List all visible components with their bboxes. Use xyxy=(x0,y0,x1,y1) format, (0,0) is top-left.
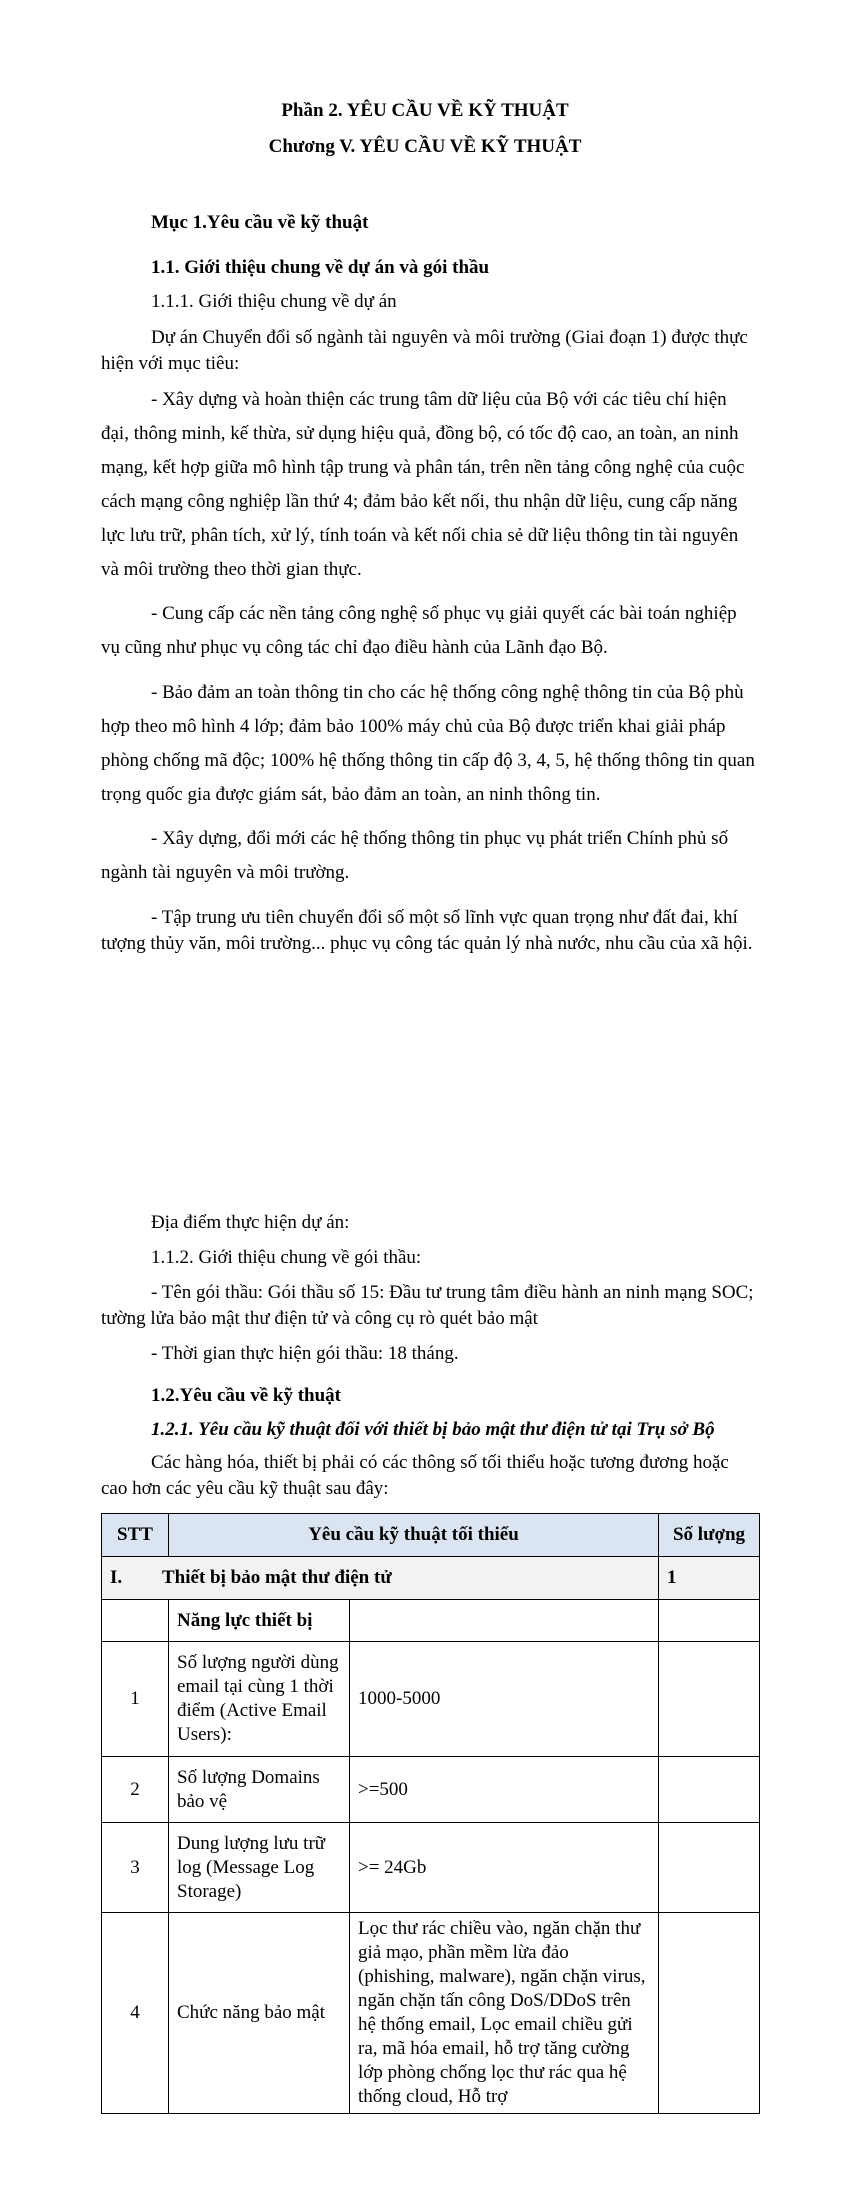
subheader-value-cell xyxy=(350,1600,659,1642)
section-1-2-1-heading: 1.2.1. Yêu cầu kỹ thuật đối với thiết bị bảo mật thư điện tử tại Trụ sở Bộ xyxy=(151,1419,715,1440)
section-1-2-heading: 1.2.Yêu cầu về kỹ thuật xyxy=(151,1385,342,1406)
row-value: >= 24Gb xyxy=(350,1823,659,1913)
row-name: Số lượng người dùng email tại cùng 1 thời điểm (Active Email Users): xyxy=(169,1642,350,1757)
table-row xyxy=(102,1757,760,1823)
row-value: 1000-5000 xyxy=(350,1642,659,1757)
row-stt: 1 xyxy=(102,1642,169,1757)
row-name: Số lượng Domains bảo vệ xyxy=(169,1757,350,1823)
row-stt: 4 xyxy=(102,1913,169,2114)
group-name: Thiết bị bảo mật thư điện tử xyxy=(162,1567,392,1588)
row-stt: 3 xyxy=(102,1823,169,1913)
subheader-row xyxy=(102,1600,760,1642)
goal-paragraph-5: - Tập trung ưu tiên chuyển đổi số một số lĩnh vực quan trọng như đất đai, khí tượng thủy văn, môi trường... phục vụ công tác quản lý nhà nước, nhu cầu của xã hội. xyxy=(101,907,753,954)
row-qty xyxy=(659,1823,760,1913)
location-label: Địa điểm thực hiện dự án: xyxy=(151,1212,350,1233)
intro-paragraph: Dự án Chuyển đổi số ngành tài nguyên và môi trường (Giai đoạn 1) được thực hiện với mục tiêu: xyxy=(101,327,748,374)
goal-paragraph-4: - Xây dựng, đổi mới các hệ thống thông tin phục vụ phát triển Chính phủ số ngành tài nguyên và môi trường. xyxy=(101,828,729,883)
row-stt: 2 xyxy=(102,1757,169,1823)
header-quantity: Số lượng xyxy=(659,1514,760,1557)
goal-paragraph-3: - Bảo đảm an toàn thông tin cho các hệ thống công nghệ thông tin của Bộ phù hợp theo mô hình 4 lớp; đảm bảo 100% máy chủ của Bộ được triển khai giải pháp phòng chống mã độc; 100% hệ thống thông tin cấp độ 3, 4, 5, hệ thống thông tin quan trọng quốc gia được giám sát, bảo đảm an toàn, an ninh thông tin. xyxy=(101,682,755,805)
group-title-cell xyxy=(102,1557,659,1600)
row-value: Lọc thư rác chiều vào, ngăn chặn thư giả mạo, phần mềm lừa đảo (phishing, malware), ngăn chặn virus, ngăn chặn tấn công DoS/DDoS trên hệ thống email, Lọc email chiều gửi ra, mã hóa email, hỗ trợ tăng cường lớp phòng chống lọc thư rác qua hệ thống cloud, Hỗ trợ xyxy=(350,1913,659,2114)
table-row xyxy=(102,1823,760,1913)
section-1-1-1-heading: 1.1.1. Giới thiệu chung về dự án xyxy=(151,291,397,312)
muc1-heading: Mục 1.Yêu cầu về kỹ thuật xyxy=(151,212,369,233)
row-value: >=500 xyxy=(350,1757,659,1823)
header-stt: STT xyxy=(102,1514,169,1557)
header-requirements: Yêu cầu kỹ thuật tối thiểu xyxy=(169,1514,659,1557)
row-qty xyxy=(659,1757,760,1823)
package-name-paragraph: - Tên gói thầu: Gói thầu số 15: Đầu tư trung tâm điều hành an ninh mạng SOC; tường lửa bảo mật thư điện tử và công cụ rò quét bảo mật xyxy=(101,1282,754,1329)
table-header-row xyxy=(102,1514,760,1557)
row-name: Chức năng bảo mật xyxy=(169,1913,350,2114)
section-1-1-heading: 1.1. Giới thiệu chung về dự án và gói thầu xyxy=(151,257,490,278)
subheader-capability: Năng lực thiết bị xyxy=(169,1600,350,1642)
subheader-stt-cell xyxy=(102,1600,169,1642)
row-name: Dung lượng lưu trữ log (Message Log Storage) xyxy=(169,1823,350,1913)
row-qty xyxy=(659,1913,760,2114)
goal-paragraph-1: - Xây dựng và hoàn thiện các trung tâm dữ liệu của Bộ với các tiêu chí hiện đại, thông minh, kế thừa, sử dụng hiệu quả, đồng bộ, có tốc độ cao, an toàn, an ninh mạng, kết hợp giữa mô hình tập trung và phân tán, trên nền tảng công nghệ của cuộc cách mạng công nghiệp lần thứ 4; đảm bảo kết nối, thu nhận dữ liệu, cung cấp năng lực lưu trữ, phân tích, xử lý, tính toán và kết nối chia sẻ dữ liệu thông tin tài nguyên và môi trường theo thời gian thực. xyxy=(101,389,745,580)
goal-paragraph-2: - Cung cấp các nền tảng công nghệ số phục vụ giải quyết các bài toán nghiệp vụ cũng như phục vụ công tác chỉ đạo điều hành của Lãnh đạo Bộ. xyxy=(101,603,737,658)
technical-requirements-table xyxy=(101,1513,760,2114)
group-quantity: 1 xyxy=(659,1557,760,1600)
subheader-qty-cell xyxy=(659,1600,760,1642)
group-row xyxy=(102,1557,760,1600)
group-number: I. xyxy=(110,1567,123,1588)
section-1-1-2-heading: 1.1.2. Giới thiệu chung về gói thầu: xyxy=(151,1247,422,1268)
part-heading: Phần 2. YÊU CẦU VỀ KỸ THUẬT xyxy=(281,100,569,121)
duration-line: - Thời gian thực hiện gói thầu: 18 tháng. xyxy=(151,1343,459,1364)
table-row xyxy=(102,1913,760,2114)
row-qty xyxy=(659,1642,760,1757)
chapter-heading: Chương V. YÊU CẦU VỀ KỸ THUẬT xyxy=(268,136,582,157)
table-intro-paragraph: Các hàng hóa, thiết bị phải có các thông số tối thiểu hoặc tương đương hoặc cao hơn các yêu cầu kỹ thuật sau đây: xyxy=(101,1452,729,1499)
table-row xyxy=(102,1642,760,1757)
